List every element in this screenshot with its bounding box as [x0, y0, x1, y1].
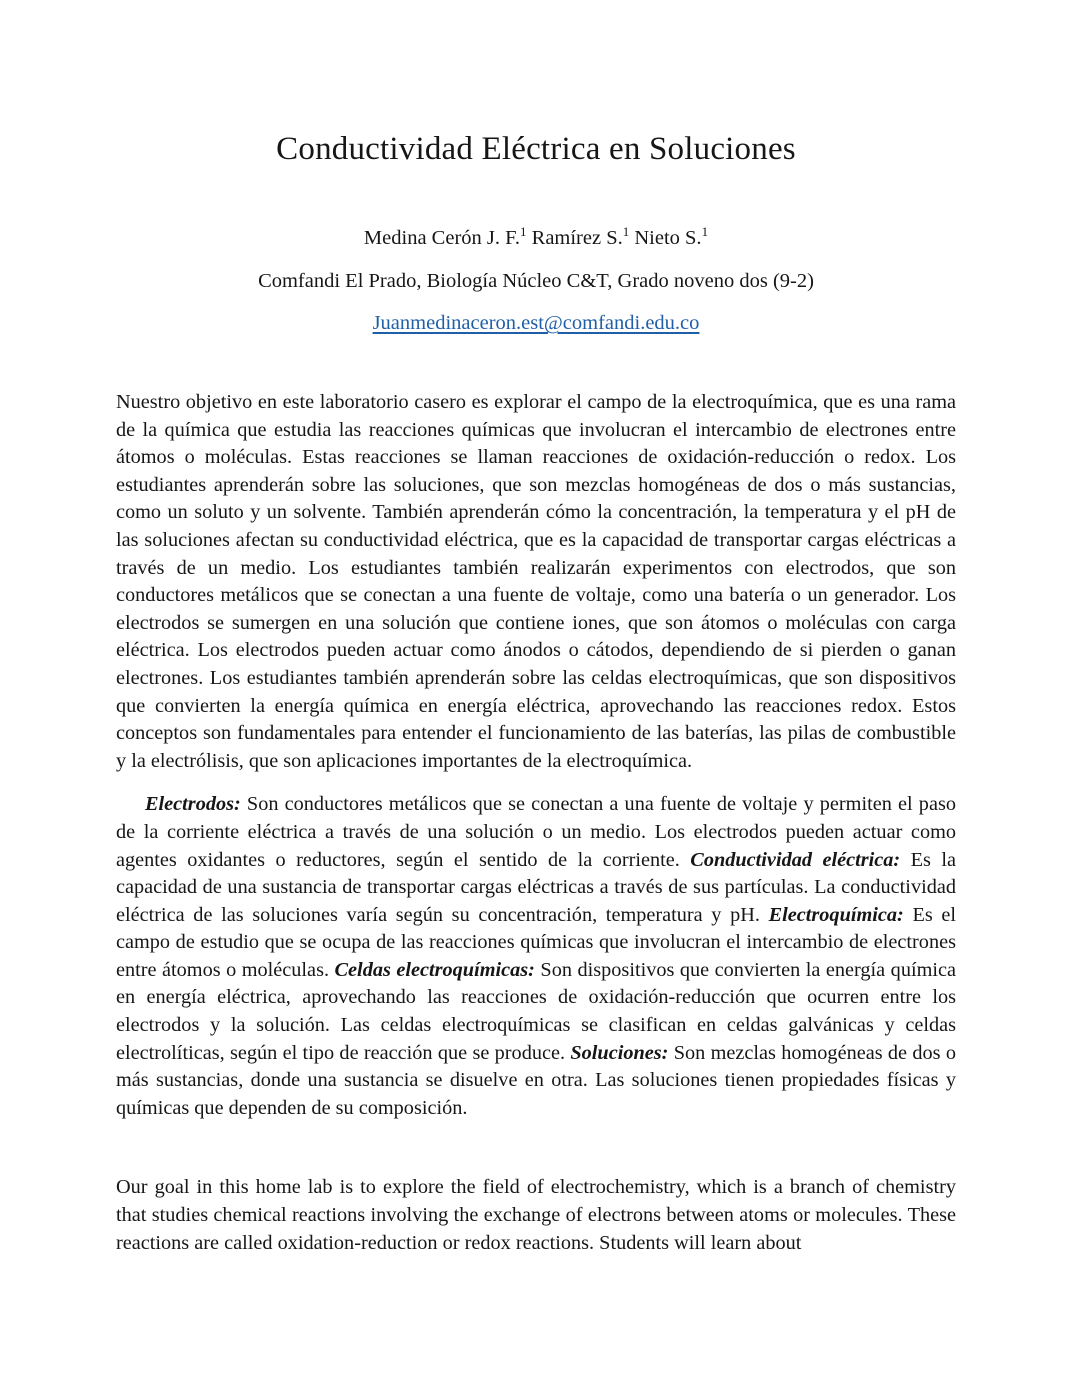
- author-name: Ramírez S.: [531, 227, 623, 249]
- authors-line: [116, 224, 956, 252]
- paragraph-english-intro: Our goal in this home lab is to explore the field of electrochemistry, which is a branch of chemistry that studies chemical reactions involving the exchange of electrons between atoms or molecules. These reactions are called oxidation-reduction or redox reactions. Students will learn about: [116, 1176, 956, 1254]
- key-term: Electrodos:: [145, 793, 241, 816]
- author-affiliation-superscript: 1: [622, 224, 630, 240]
- affiliation-line: Comfandi El Prado, Biología Núcleo C&T, Grado noveno dos (9-2): [258, 270, 814, 292]
- paragraph-spanish-intro: Nuestro objetivo en este laboratorio casero es explorar el campo de la electroquímica, que es una rama de la química que estudia las reacciones químicas que involucran el intercambio de electrones entre átomos o moléculas. Estas reacciones se llaman reacciones de oxidación-reducción o redox. Los estudiantes aprenderán sobre las soluciones, que son mezclas homogéneas de dos o más sustancias, como un soluto y un solvente. También aprenderán cómo la concentración, la temperatura y el pH de las soluciones afectan su conductividad eléctrica, que es la capacidad de transportar cargas eléctricas a través de un medio. Los estudiantes también realizarán experimentos con electrodos, que son conductores metálicos que se conectan a una fuente de voltaje, como una batería o un generador. Los electrodos se sumergen en una solución que contiene iones, que son átomos o moléculas con carga eléctrica. Los electrodos pueden actuar como ánodos o cátodos, dependiendo de si pierden o ganan electrones. Los estudiantes también aprenderán sobre las celdas electroquímicas, que son dispositivos que convierten la energía química en energía eléctrica, aprovechando las reacciones redox. Estos conceptos son fundamentales para entender el funcionamiento de las baterías, las pilas de combustible y la electrólisis, que son aplicaciones importantes de la electroquímica.: [116, 391, 956, 772]
- definition-text: Son conductores metálicos que se conectan a una fuente de voltaje y permiten el paso de la corriente eléctrica a través de una solución o un medio. Los electrodos pueden actuar como agentes oxidantes o reductores, según el sentido de la corriente.: [116, 793, 956, 871]
- author-name: Medina Cerón J. F.: [363, 227, 521, 249]
- key-term: Soluciones:: [570, 1041, 669, 1064]
- key-term: Conductividad eléctrica:: [690, 848, 901, 871]
- definition-text: Son mezclas homogéneas de dos o más sustancias, donde una sustancia se disuelve en otra. Las soluciones tienen propiedades físicas y químicas que dependen de su composición.: [116, 1041, 956, 1119]
- author-affiliation-superscript: 1: [520, 224, 527, 240]
- definition-text: Son dispositivos que convierten la energía química en energía eléctrica, aprovechando las reacciones de oxidación-reducción que ocurren entre los electrodos y la solución. Las celdas electroquímicas se clasifican en celdas galvánicas y celdas electrolíticas, según el tipo de reacción que se produce.: [116, 958, 957, 1064]
- author-affiliation-superscript: 1: [701, 224, 709, 240]
- definition-text: Es la capacidad de una sustancia de transportar cargas eléctricas a través de sus partículas. La conductividad eléctrica de las soluciones varía según su concentración, temperatura y pH.: [116, 848, 956, 926]
- author-name: Nieto S.: [634, 227, 702, 249]
- email-link[interactable]: Juanmedinaceron.est@comfandi.edu.co: [372, 312, 700, 334]
- document-body: [116, 389, 956, 1257]
- page-title: Conductividad Eléctrica en Soluciones: [276, 131, 796, 167]
- key-term: Celdas electroquímicas:: [334, 958, 535, 981]
- definition-text: Es el campo de estudio que se ocupa de las reacciones químicas que involucran el intercambio de electrones entre átomos o moléculas.: [116, 903, 957, 981]
- email-row: [116, 309, 956, 337]
- paragraph-definitions: [116, 791, 956, 1122]
- key-term: Electroquímica:: [768, 903, 904, 926]
